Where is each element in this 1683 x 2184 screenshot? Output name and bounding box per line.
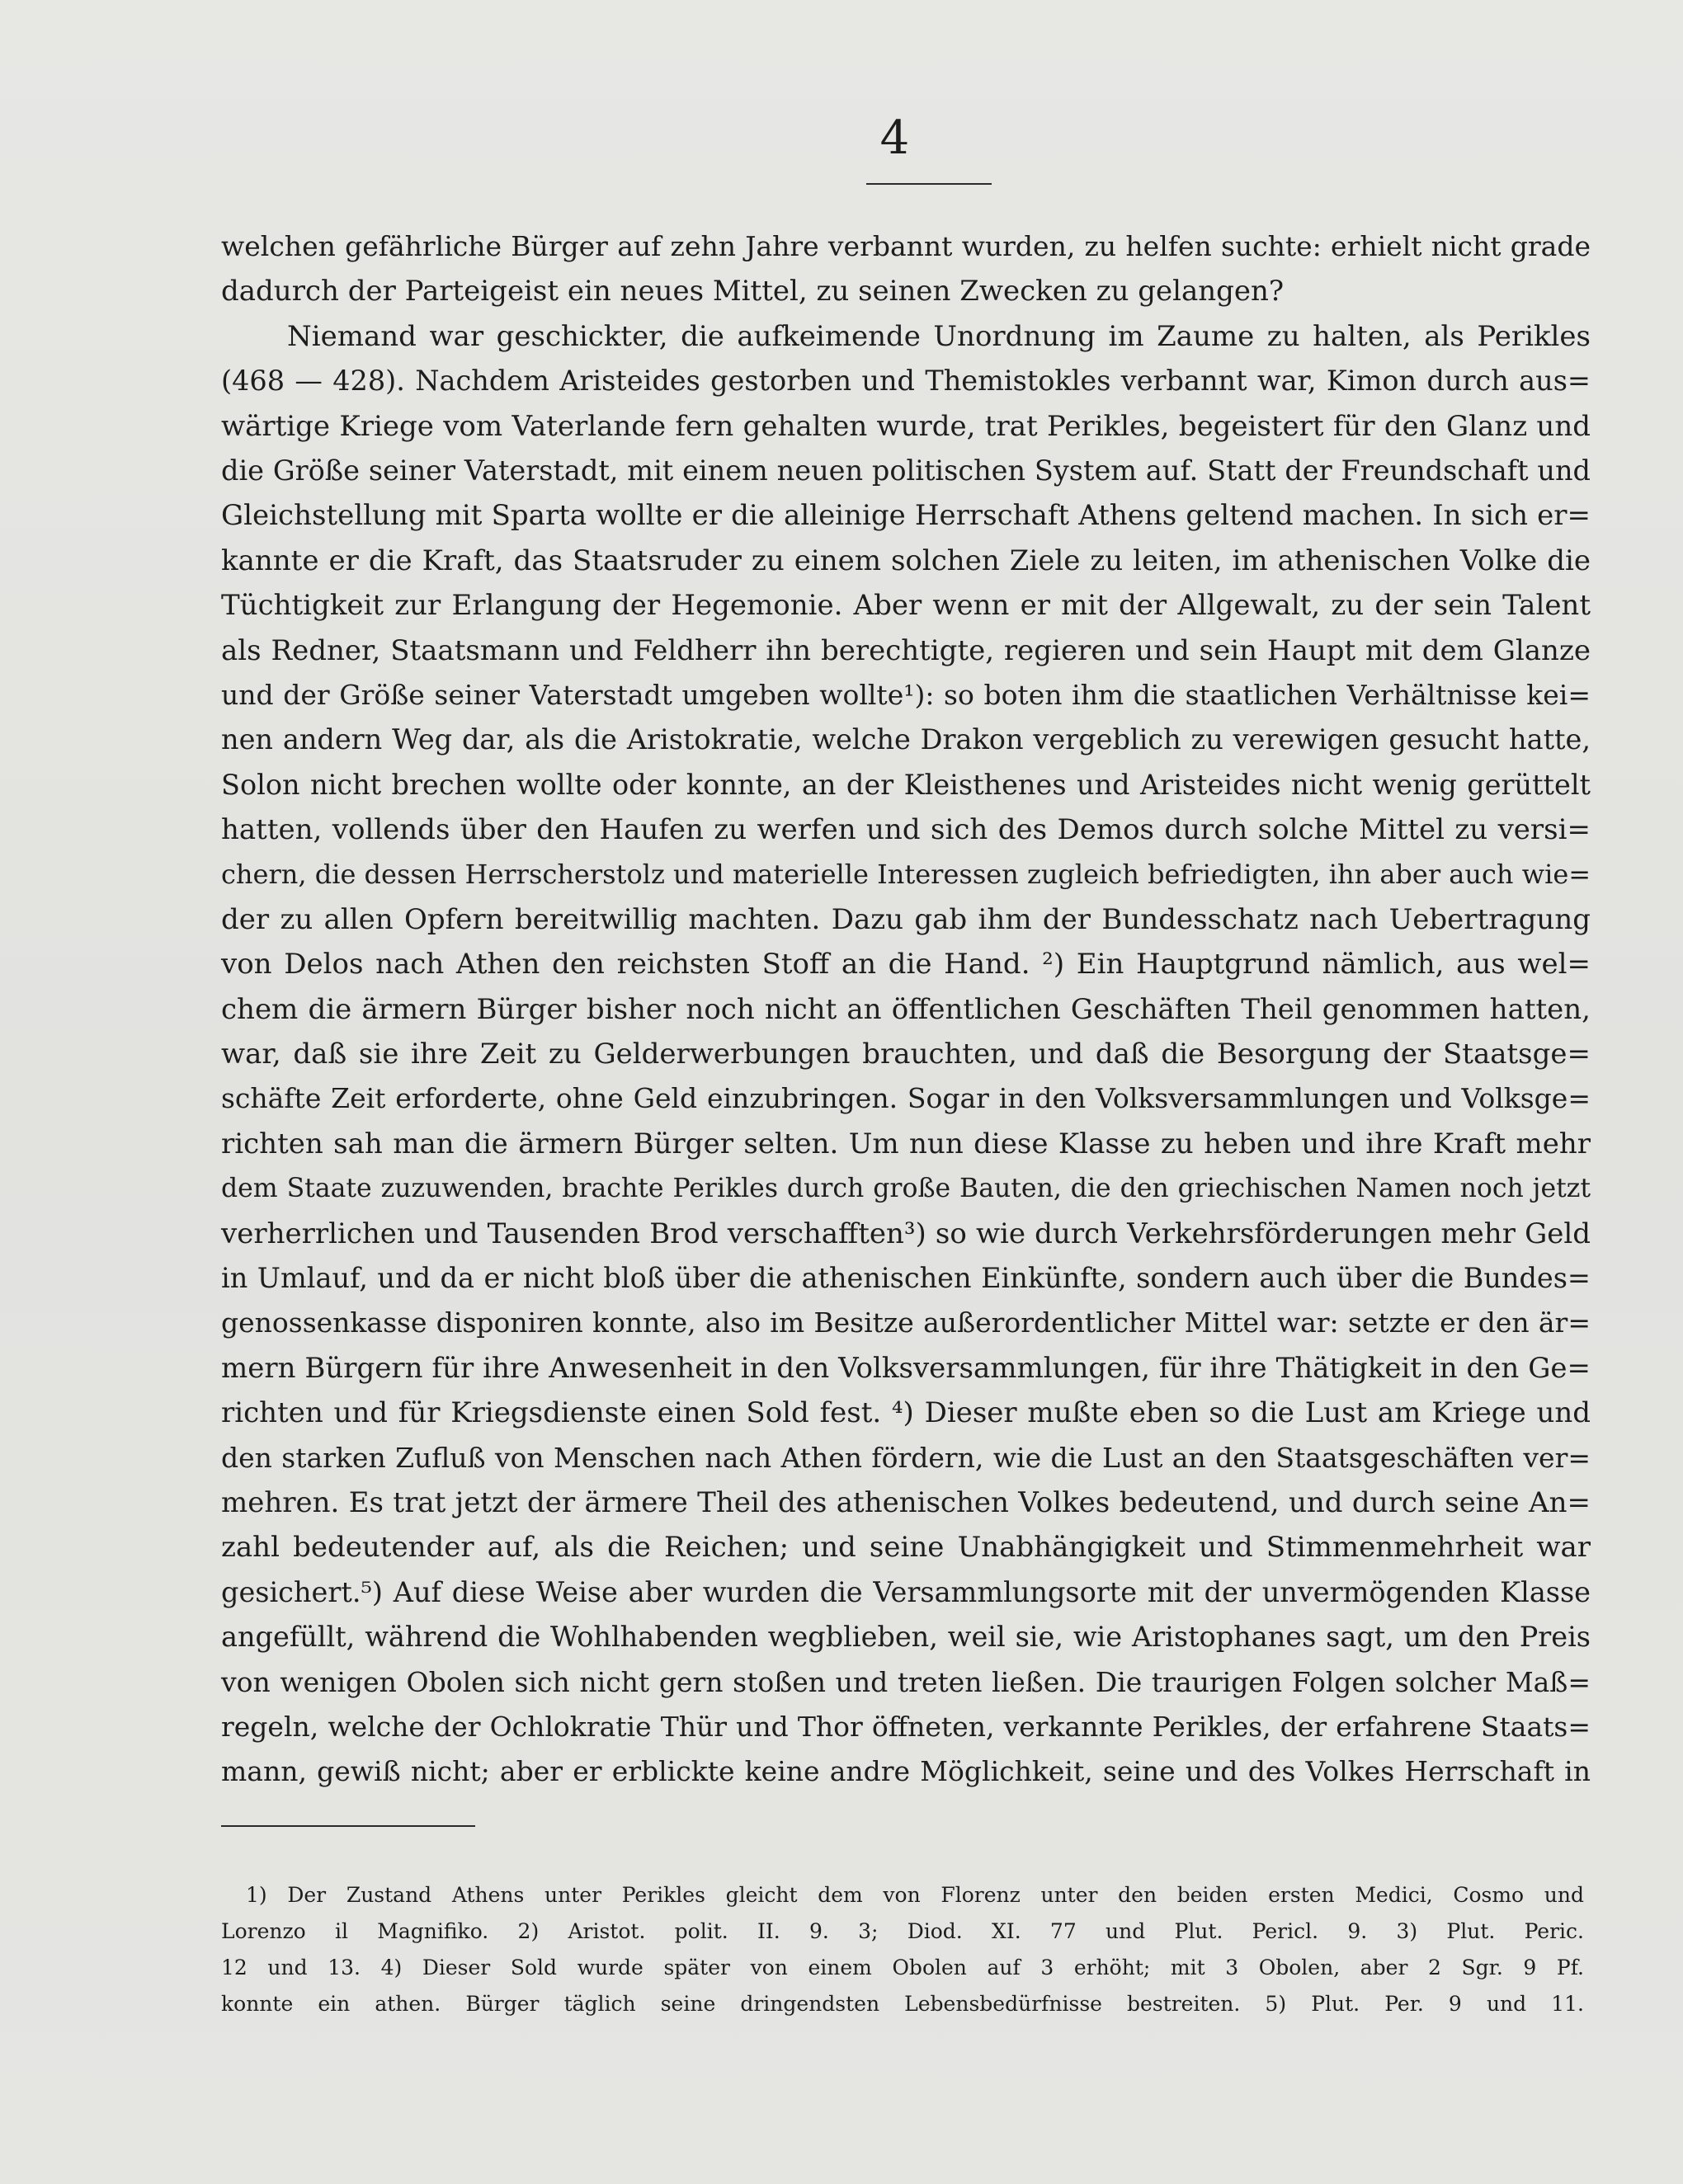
text-line: in Umlauf, und da er nicht bloß über die athenischen Einkünfte, sondern auch über die Bundes= bbox=[221, 1261, 1591, 1294]
text-line: schäfte Zeit erforderte, ohne Geld einzubringen. Sogar in den Volksversammlungen und Volksge= bbox=[221, 1082, 1591, 1115]
text-line: war, daß sie ihre Zeit zu Gelderwerbungen brauchten, und daß die Besorgung der Staatsge= bbox=[221, 1038, 1591, 1071]
text-line: und der Größe seiner Vaterstadt umgeben wollte¹): so boten ihm die staatlichen Verhältnisse kei= bbox=[221, 678, 1591, 711]
text-line: dadurch der Parteigeist ein neues Mittel, zu seinen Zwecken zu gelangen? bbox=[221, 275, 1285, 308]
text-line: den starken Zufluß von Menschen nach Athen fördern, wie die Lust an den Staatsgeschäften ver= bbox=[221, 1441, 1591, 1474]
text-line: richten und für Kriegsdienste einen Sold fest. ⁴) Dieser mußte eben so die Lust am Kriege und bbox=[221, 1396, 1591, 1430]
text-line: hatten, vollends über den Haufen zu werfen und sich des Demos durch solche Mittel zu versi= bbox=[221, 813, 1591, 847]
text-line: die Größe seiner Vaterstadt, mit einem neuen politischen System auf. Statt der Freundschaft und bbox=[221, 454, 1591, 487]
text-line: mann, gewiß nicht; aber er erblickte keine andre Möglichkeit, seine und des Volkes Herrschaft in bbox=[221, 1755, 1591, 1788]
text-line: zahl bedeutender auf, als die Reichen; und seine Unabhängigkeit und Stimmenmehrheit war bbox=[221, 1531, 1591, 1565]
text-line: wärtige Kriege vom Vaterlande fern gehalten wurde, trat Perikles, begeistert für den Glanz und bbox=[221, 409, 1591, 443]
text-line: Tüchtigkeit zur Erlangung der Hegemonie. Aber wenn er mit der Allgewalt, zu der sein Talent bbox=[221, 589, 1591, 623]
text-line: chem die ärmern Bürger bisher noch nicht an öffentlichen Geschäften Theil genommen hatten, bbox=[221, 992, 1591, 1026]
text-line: regeln, welche der Ochlokratie Thür und Thor öffneten, verkannte Perikles, der erfahrene Staats= bbox=[221, 1710, 1591, 1743]
text-line: nen andern Weg dar, als die Aristokratie, welche Drakon vergeblich zu verewigen gesucht hatte, bbox=[221, 723, 1591, 756]
text-line: (468 — 428). Nachdem Aristeides gestorben und Themistokles verbannt war, Kimon durch aus= bbox=[221, 365, 1591, 398]
text-line: der zu allen Opfern bereitwillig machten. Dazu gab ihm der Bundesschatz nach Uebertragung bbox=[221, 902, 1591, 936]
header-rule bbox=[866, 183, 992, 185]
footnote-line: 12 und 13. 4) Dieser Sold wurde später von einem Obolen auf 3 erhöht; mit 3 Obolen, aber 2 Sgr. 9 Pf. bbox=[221, 1956, 1584, 1979]
text-line: dem Staate zuzuwenden, brachte Perikles durch große Bauten, die den griechischen Namen noch jetzt bbox=[221, 1174, 1591, 1204]
text-line: Solon nicht brechen wollte oder konnte, an der Kleisthenes und Aristeides nicht wenig gerüttelt bbox=[221, 768, 1591, 801]
footnote-line: 1) Der Zustand Athens unter Perikles gleicht dem von Florenz unter den beiden ersten Medici, Cosmo und bbox=[246, 1883, 1584, 1907]
text-line: chern, die dessen Herrscherstolz und materielle Interessen zugleich befriedigten, ihn aber auch wie= bbox=[221, 859, 1591, 891]
body-text bbox=[221, 224, 1591, 1795]
text-line: Gleichstellung mit Sparta wollte er die alleinige Herrschaft Athens geltend machen. In sich er= bbox=[221, 499, 1591, 533]
text-line: gesichert.⁵) Auf diese Weise aber wurden die Versammlungsorte mit der unvermögenden Klasse bbox=[221, 1575, 1591, 1608]
text-line: mehren. Es trat jetzt der ärmere Theil des athenischen Volkes bedeutend, und durch seine An= bbox=[221, 1485, 1591, 1519]
text-line: richten sah man die ärmern Bürger selten. Um nun diese Klasse zu heben und ihre Kraft mehr bbox=[221, 1127, 1591, 1160]
text-line: von Delos nach Athen den reichsten Stoff an die Hand. ²) Ein Hauptgrund nämlich, aus wel= bbox=[221, 948, 1591, 981]
text-line: genossenkasse disponiren konnte, also im Besitze außerordentlicher Mittel war: setzte er den är= bbox=[221, 1306, 1591, 1339]
footnote-rule bbox=[221, 1825, 475, 1827]
text-line: verherrlichen und Tausenden Brod verschafften³) so wie durch Verkehrsförderungen mehr Geld bbox=[221, 1217, 1591, 1250]
text-line: als Redner, Staatsmann und Feldherr ihn berechtigte, regieren und sein Haupt mit dem Glanze bbox=[221, 633, 1591, 667]
text-line: kannte er die Kraft, das Staatsruder zu einem solchen Ziele zu leiten, im athenischen Volke die bbox=[221, 544, 1591, 577]
text-line: angefüllt, während die Wohlhabenden wegblieben, weil sie, wie Aristophanes sagt, um den Preis bbox=[221, 1621, 1591, 1654]
text-line: von wenigen Obolen sich nicht gern stoßen und treten ließen. Die traurigen Folgen solcher Maß= bbox=[221, 1665, 1591, 1698]
text-line: welchen gefährliche Bürger auf zehn Jahre verbannt wurden, zu helfen suchte: erhielt nicht grade bbox=[221, 230, 1591, 262]
text-line: mern Bürgern für ihre Anwesenheit in den Volksversammlungen, für ihre Thätigkeit in den Ge= bbox=[221, 1351, 1591, 1385]
footnotes bbox=[221, 1877, 1584, 2022]
page-number: 4 bbox=[879, 111, 911, 165]
footnote-line: konnte ein athen. Bürger täglich seine dringendsten Lebensbedürfnisse bestreiten. 5) Plut. Per. 9 und 11. bbox=[221, 1992, 1584, 2016]
footnote-line: Lorenzo il Magnifiko. 2) Aristot. polit. II. 9. 3; Diod. XI. 77 und Plut. Pericl. 9. 3) Plut. Peric. bbox=[221, 1919, 1584, 1943]
text-line: Niemand war geschickter, die aufkeimende Unordnung im Zaume zu halten, als Perikles bbox=[287, 319, 1591, 353]
